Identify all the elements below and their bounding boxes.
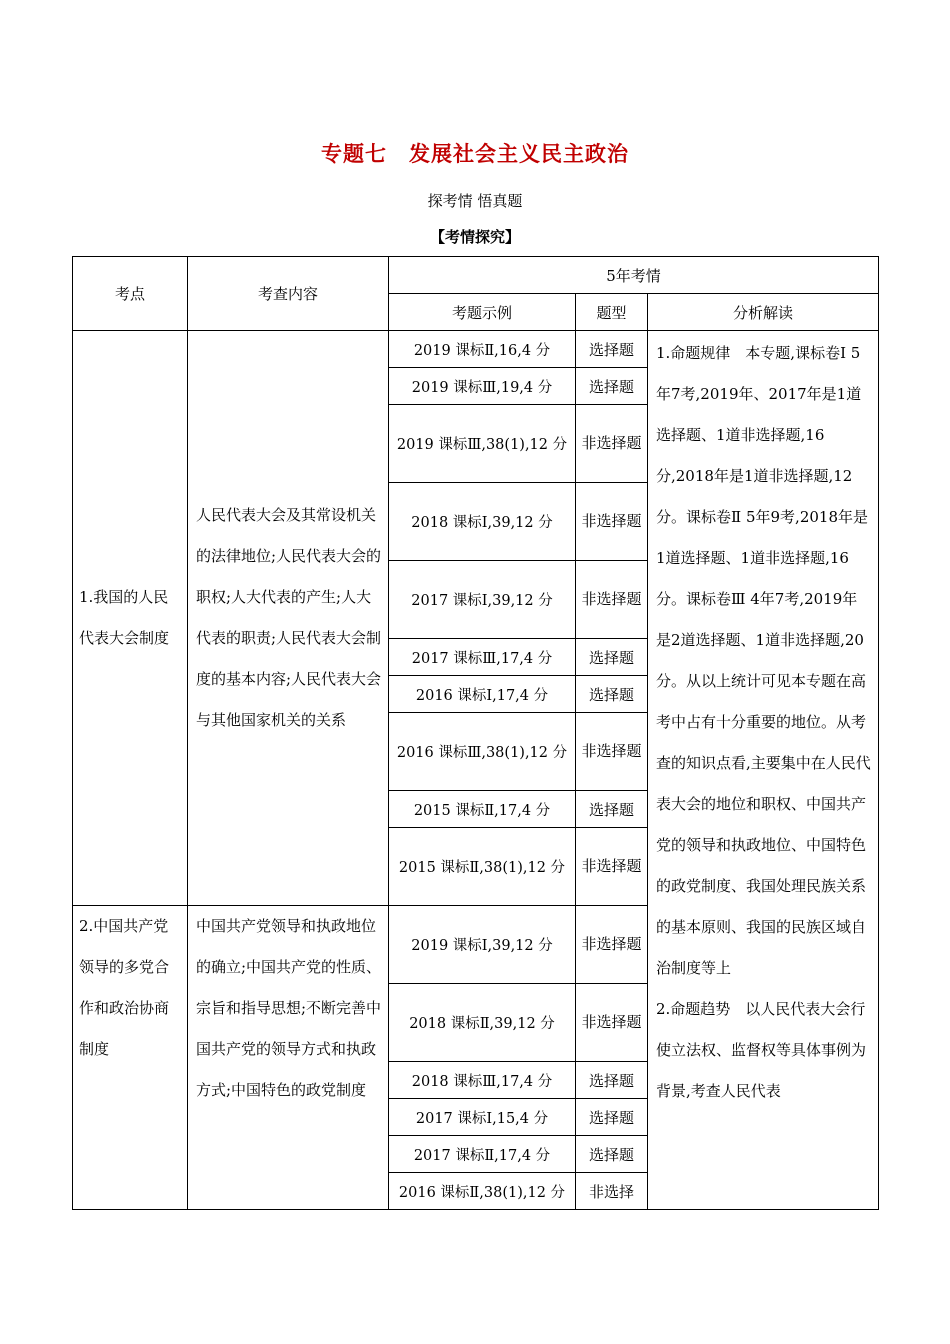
exam-example: 2018 课标Ⅰ,39,12 分 bbox=[389, 483, 576, 561]
question-type: 非选择题 bbox=[576, 906, 648, 984]
question-type: 选择题 bbox=[576, 791, 648, 828]
topic-1-point: 1.我国的人民代表大会制度 bbox=[73, 331, 188, 906]
exam-example: 2019 课标Ⅱ,16,4 分 bbox=[389, 331, 576, 368]
question-type: 选择题 bbox=[576, 1136, 648, 1173]
header-analysis: 分析解读 bbox=[648, 294, 879, 331]
exam-example: 2018 课标Ⅲ,17,4 分 bbox=[389, 1062, 576, 1099]
question-type: 选择题 bbox=[576, 1099, 648, 1136]
exam-example: 2016 课标Ⅰ,17,4 分 bbox=[389, 676, 576, 713]
topic-2-point: 2.中国共产党领导的多党合作和政治协商制度 bbox=[73, 906, 188, 1210]
question-type: 非选择 bbox=[576, 1173, 648, 1210]
analysis-text bbox=[648, 331, 879, 1210]
exam-example: 2015 课标Ⅱ,38(1),12 分 bbox=[389, 828, 576, 906]
header-content: 考查内容 bbox=[188, 257, 389, 331]
topic-1-content: 人民代表大会及其常设机关的法律地位;人民代表大会的职权;人大代表的产生;人大代表的职责;人民代表大会制度的基本内容;人民代表大会与其他国家机关的关系 bbox=[188, 331, 389, 906]
page-title: 专题七 发展社会主义民主政治 bbox=[321, 142, 629, 166]
table-row bbox=[73, 331, 879, 368]
analysis-body: 1.命题规律 本专题,课标卷Ⅰ 5年7考,2019年、2017年是1道选择题、1道非选择题,16分,2018年是1道非选择题,12分。课标卷Ⅱ 5年9考,2018年是1道选择题、1道非选择题,16分。课标卷Ⅲ 4年7考,2019年是2道选择题、1道非选择题,20分。从以上统计可见本专题在高考中占有十分重要的地位。从考查的知识点看,主要集中在人民代表大会的地位和职权、中国共产党的领导和执政地位、中国特色的政党制度、我国处理民族关系的基本原则、我国的民族区域自治制度等上 2.命题趋势 以人民代表大会行使立法权、监督权等具体事例为背景,考查人民代表 bbox=[656, 344, 871, 1100]
question-type: 选择题 bbox=[576, 639, 648, 676]
exam-example: 2019 课标Ⅲ,19,4 分 bbox=[389, 368, 576, 405]
header-point: 考点 bbox=[73, 257, 188, 331]
exam-example: 2016 课标Ⅱ,38(1),12 分 bbox=[389, 1173, 576, 1210]
exam-example: 2015 课标Ⅱ,17,4 分 bbox=[389, 791, 576, 828]
question-type: 选择题 bbox=[576, 368, 648, 405]
question-type: 非选择题 bbox=[576, 828, 648, 906]
exam-example: 2019 课标Ⅲ,38(1),12 分 bbox=[389, 405, 576, 483]
exam-example: 2017 课标Ⅱ,17,4 分 bbox=[389, 1136, 576, 1173]
header-type: 题型 bbox=[576, 294, 648, 331]
question-type: 选择题 bbox=[576, 676, 648, 713]
exam-example: 2017 课标Ⅰ,15,4 分 bbox=[389, 1099, 576, 1136]
question-type: 非选择题 bbox=[576, 984, 648, 1062]
topic-2-content: 中国共产党领导和执政地位的确立;中国共产党的性质、宗旨和指导思想;不断完善中国共产党的领导方式和执政方式;中国特色的政党制度 bbox=[188, 906, 389, 1210]
exam-example: 2016 课标Ⅲ,38(1),12 分 bbox=[389, 713, 576, 791]
exam-example: 2018 课标Ⅱ,39,12 分 bbox=[389, 984, 576, 1062]
section-heading: 【考情探究】 bbox=[429, 228, 520, 246]
header-example: 考题示例 bbox=[389, 294, 576, 331]
question-type: 选择题 bbox=[576, 1062, 648, 1099]
header-five-year: 5年考情 bbox=[389, 257, 879, 294]
exam-example: 2019 课标Ⅰ,39,12 分 bbox=[389, 906, 576, 984]
exam-example: 2017 课标Ⅲ,17,4 分 bbox=[389, 639, 576, 676]
exam-example: 2017 课标Ⅰ,39,12 分 bbox=[389, 561, 576, 639]
exam-analysis-table bbox=[72, 256, 879, 1210]
question-type: 非选择题 bbox=[576, 405, 648, 483]
question-type: 选择题 bbox=[576, 331, 648, 368]
question-type: 非选择题 bbox=[576, 483, 648, 561]
page-subtitle: 探考情 悟真题 bbox=[427, 192, 523, 210]
question-type: 非选择题 bbox=[576, 713, 648, 791]
question-type: 非选择题 bbox=[576, 561, 648, 639]
